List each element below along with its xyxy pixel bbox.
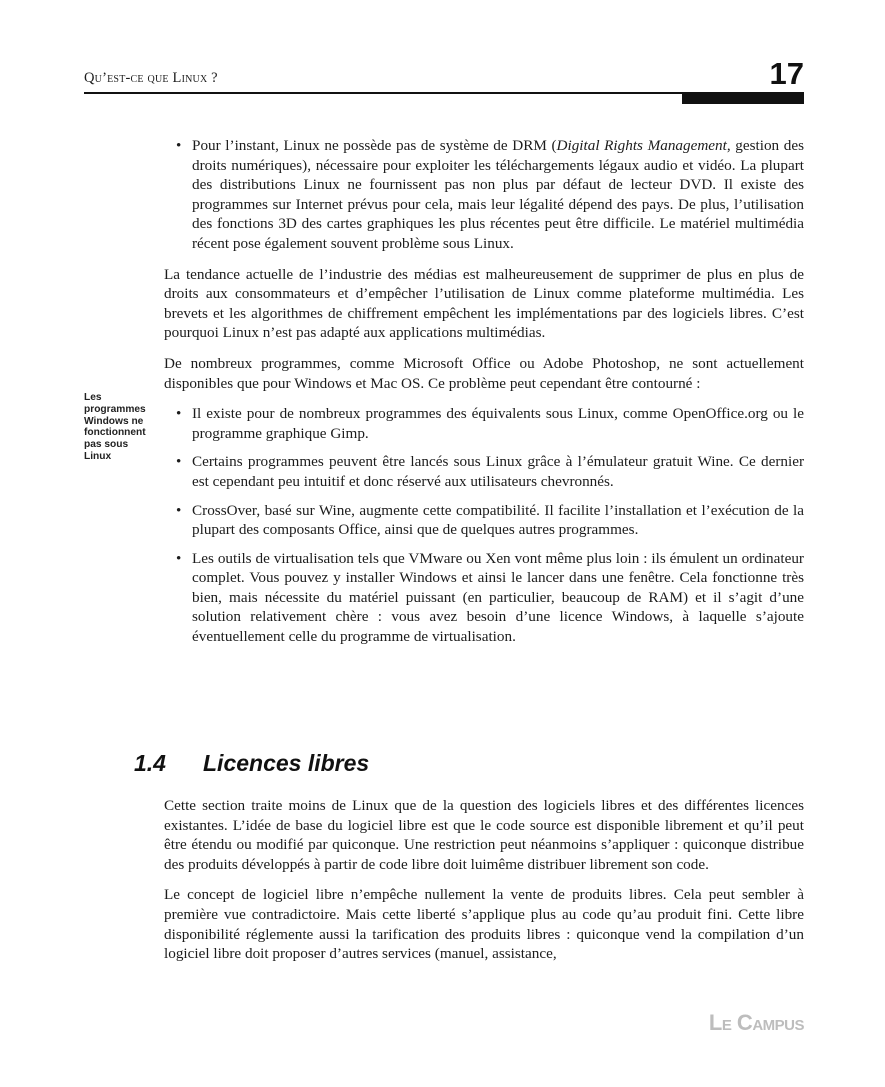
- bullet-text-post: , gestion des droits numériques), nécessaire pour exploiter les téléchargements légaux audio et vidéo. La plupart des distributions Linux ne fournissent pas non plus par défaut de lecteur DVD. Il existe des programmes sur Internet prévus pour cela, mais leur légalité dépend des pays. De plus, l’utilisation des fonctions 3D des cartes graphiques les plus récentes peut être difficile. Le matériel multimédia récent pose également souvent problème sous Linux.: [192, 137, 804, 252]
- main-text: [164, 136, 804, 658]
- page-number: 17: [769, 56, 804, 91]
- section-number: 1.4: [134, 750, 166, 776]
- bullet-text-italic: Digital Rights Management: [556, 137, 727, 154]
- section-text: [164, 796, 804, 975]
- header-bar: [682, 93, 804, 104]
- paragraph: Cette section traite moins de Linux que de la question des logiciels libres et des différentes licences existantes. L’idée de base du logiciel libre est que le code source est disponible librement et qu’il peut être étendu ou modifié par quiconque. Une restriction peut néanmoins s’appliquer : quiconque distribue des produits développés à partir de code libre doit luimême distribuer librement son code.: [164, 797, 804, 873]
- list-item: • CrossOver, basé sur Wine, augmente cette compatibilité. Il facilite l’installation et l’exécution de la plupart des composants Office, ainsi que de quelques autres programmes.: [164, 501, 804, 540]
- list-item: • Il existe pour de nombreux programmes des équivalents sous Linux, comme OpenOffice.org ou le programme graphique Gimp.: [164, 404, 804, 443]
- list-item: • Certains programmes peuvent être lancés sous Linux grâce à l’émulateur gratuit Wine. Ce dernier est cependant peu intuitif et donc réservé aux utilisateurs chevronnés.: [164, 452, 804, 491]
- bullet-text-pre: Pour l’instant, Linux ne possède pas de système de DRM (: [192, 137, 557, 154]
- page-header: [84, 58, 804, 104]
- paragraph: Le concept de logiciel libre n’empêche nullement la vente de produits libres. Cela peut sembler à première vue contradictoire. Mais cette liberté s’applique plus au code qu’au produit fini. Cette libre disponibilité réglemente aussi la tarification des produits libres : quiconque vend la compilation d’un logiciel libre doit proposer d’autres services (manuel, assistance,: [164, 886, 804, 963]
- section-heading: [134, 750, 369, 777]
- paragraph: La tendance actuelle de l’industrie des médias est malheureusement de supprimer de plus en plus de droits aux consommateurs et d’empêcher l’utilisation de Linux comme plateforme multimédia. Les brevets et les algorithmes de chiffrement empêchent les implémentations par des logiciels libres. C’est pourquoi Linux n’est pas adapté aux applications multimédias.: [164, 265, 804, 342]
- bullet-list-workarounds: [164, 404, 804, 647]
- paragraph: De nombreux programmes, comme Microsoft Office ou Adobe Photoshop, ne sont actuellement disponibles que pour Windows et Mac OS. Ce problème peut cependant être contourné :: [164, 354, 804, 392]
- publisher-logo: Le Campus: [708, 1010, 804, 1035]
- bullet-list-drm: [164, 136, 804, 254]
- margin-note: Les programmes Windows ne fonctionnent pas sous Linux: [84, 392, 146, 462]
- section-title: Licences libres: [203, 750, 370, 776]
- list-item: [164, 136, 804, 254]
- list-item: • Les outils de virtualisation tels que VMware ou Xen vont même plus loin : ils émulent un ordinateur complet. Vous pouvez y installer Windows et ainsi le lancer dans une fenêtre. Cela fonctionne très bien, mais nécessite du matériel puissant (en particulier, beaucoup de RAM) et il s’agit d’une solution relativement chère : vous avez besoin d’une licence Windows, à laquelle s’ajoute éventuellement celle du programme de virtualisation.: [164, 549, 804, 647]
- running-head: Qu’est-ce que Linux ?: [84, 70, 218, 86]
